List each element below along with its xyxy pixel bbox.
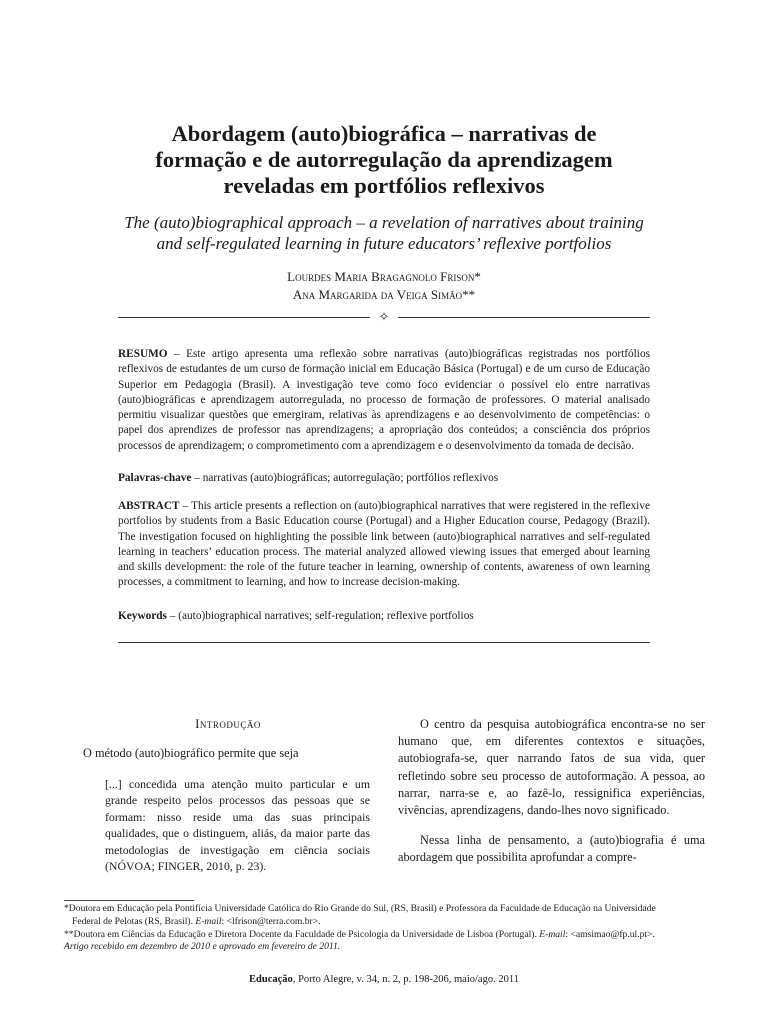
- footnotes: [64, 903, 705, 954]
- intro-block-quote: [...] concedida uma atenção muito particular e um grande respeito pelos processos das pessoas que se formam: nisso reside uma das suas principais qualidades, que o distinguem, aliás, da maior parte das metodologias de investigação em ciência sociais (NÓVOA; FINGER, 2010, p. 23).: [105, 777, 370, 874]
- abstract-bottom-rule: [118, 642, 650, 643]
- palavras-chave-paragraph: [118, 471, 650, 486]
- subtitle-line-2: and self-regulated learning in future educators’ reflexive portfolios: [156, 234, 612, 253]
- intro-paragraph-1: O centro da pesquisa autobiográfica encontra-se no ser humano que, em diferentes contextos e situações, autobiografa-se, quer narrando fatos de sua vida, quer refletindo sobre seu processo de autoformação. A pessoa, ao narrar, narra-se e, ao fazê-lo, ressignifica experiências, vivências, aprendizagens, dando-lhes novo significado.: [398, 717, 705, 818]
- title-line-3: reveladas em portfólios reflexivos: [223, 173, 545, 198]
- title-line-2: formação e de autorregulação da aprendizagem: [155, 147, 613, 172]
- keywords-text: – (auto)biographical narratives; self-regulation; reflexive portfolios: [166, 610, 474, 622]
- author-1: Lourdes Maria Bragagnolo Frison*: [287, 269, 481, 284]
- received-note: [64, 941, 705, 954]
- footnote-1-text: *Doutora em Educação pela Pontifícia Universidade Católica do Rio Grande do Sul, (RS, Brasil) e Professora da Faculdade de Educação na Universidade: [64, 903, 656, 914]
- received-note-text: Artigo recebido em dezembro de 2010 e aprovado em fevereiro de 2011.: [64, 941, 341, 953]
- abstract-text: – This article presents a reflection on (auto)biographical narratives that were registered in the reflexive portfolios by students from a Basic Education course (Portugal) and a Higher Education course, Pedagogy (Brazil). The investigation focused on highlighting the possible link between (auto)biographical narratives and self-regulated learning in teachers’ education process. The material analyzed allowed viewing issues that emerged about learning and skills development: the role of the future teacher in learning, ownership of contents, awareness of own learning processes, a commitment to learning, and how to increase decision-making.: [118, 500, 650, 589]
- footnote-1-email-label: E-mail: [195, 915, 222, 927]
- journal-footer: [0, 974, 768, 985]
- abstract-paragraph: [118, 499, 650, 591]
- keywords-label: Keywords: [118, 610, 167, 622]
- keywords-paragraph: [118, 609, 650, 624]
- footnote-1-email: : <lfrison@terra.com.br>.: [221, 915, 321, 927]
- author-2: Ana Margarida da Veiga Simão**: [292, 287, 476, 302]
- resumo-text: – Este artigo apresenta uma reflexão sobre narrativas (auto)biográficas registradas nos portfólios reflexivos de estudantes de um curso de formação inicial em Educação Básica (Portugal) e de um curso de Educação Superior em Pedagogia (Brasil). A investigação teve como foco evidenciar o possível elo entre narrativas (auto)biográficas e aprendizagem autorregulada, no processo de formação de professores. O material analisado permitiu visualizar questões que emergiram, relativas às aprendizagens e ao desenvolvimento de competências: o papel dos aprendizes de professor nas aprendizagens; a apropriação dos conteúdos; a consciência dos próprios processos de aprendizagem; o comprometimento com a aprendizagem e o desenvolvimento da tomada de decisão.: [118, 348, 650, 452]
- footnote-1-affiliation: Federal de Pelotas (RS, Brasil).: [72, 915, 196, 927]
- intro-lead-text: O método (auto)biográfico permite que seja: [83, 746, 299, 760]
- footnote-2-text: **Doutora em Ciências da Educação e Diretora Docente da Faculdade de Psicologia da Universidade de Lisboa (Portugal).: [64, 928, 540, 940]
- abstract-label: ABSTRACT: [118, 500, 180, 512]
- divider-line-left: [118, 317, 370, 318]
- footnote-2-email: : <amsimao@fp.ul.pt>.: [565, 928, 655, 940]
- footnote-1-cont: [64, 916, 705, 929]
- journal-name: Educação: [249, 974, 293, 985]
- palavras-chave-label: Palavras-chave: [118, 472, 192, 484]
- resumo-label: RESUMO: [118, 348, 168, 360]
- divider-ornament-icon: ✧: [378, 309, 390, 324]
- footnote-1: [64, 903, 705, 916]
- footnote-2-email-label: E-mail: [539, 928, 566, 940]
- resumo-paragraph: [118, 347, 650, 454]
- journal-citation: , Porto Alegre, v. 34, n. 2, p. 198-206, maio/ago. 2011: [292, 974, 519, 985]
- footnote-rule: [64, 900, 194, 901]
- title-line-1: Abordagem (auto)biográfica – narrativas de: [171, 121, 597, 146]
- section-heading-introducao: Introdução: [195, 716, 261, 731]
- footnote-2: [64, 929, 705, 942]
- article-subtitle: [70, 212, 698, 254]
- article-title: [90, 121, 678, 199]
- palavras-chave-text: – narrativas (auto)biográficas; autorregulação; portfólios reflexivos: [191, 472, 499, 484]
- subtitle-line-1: The (auto)biographical approach – a revelation of narratives about training: [124, 213, 644, 232]
- intro-paragraph-2: Nessa linha de pensamento, a (auto)biografia é uma abordagem que possibilita aprofundar a compre-: [398, 833, 705, 865]
- author-list: [100, 268, 668, 304]
- divider-line-right: [398, 317, 650, 318]
